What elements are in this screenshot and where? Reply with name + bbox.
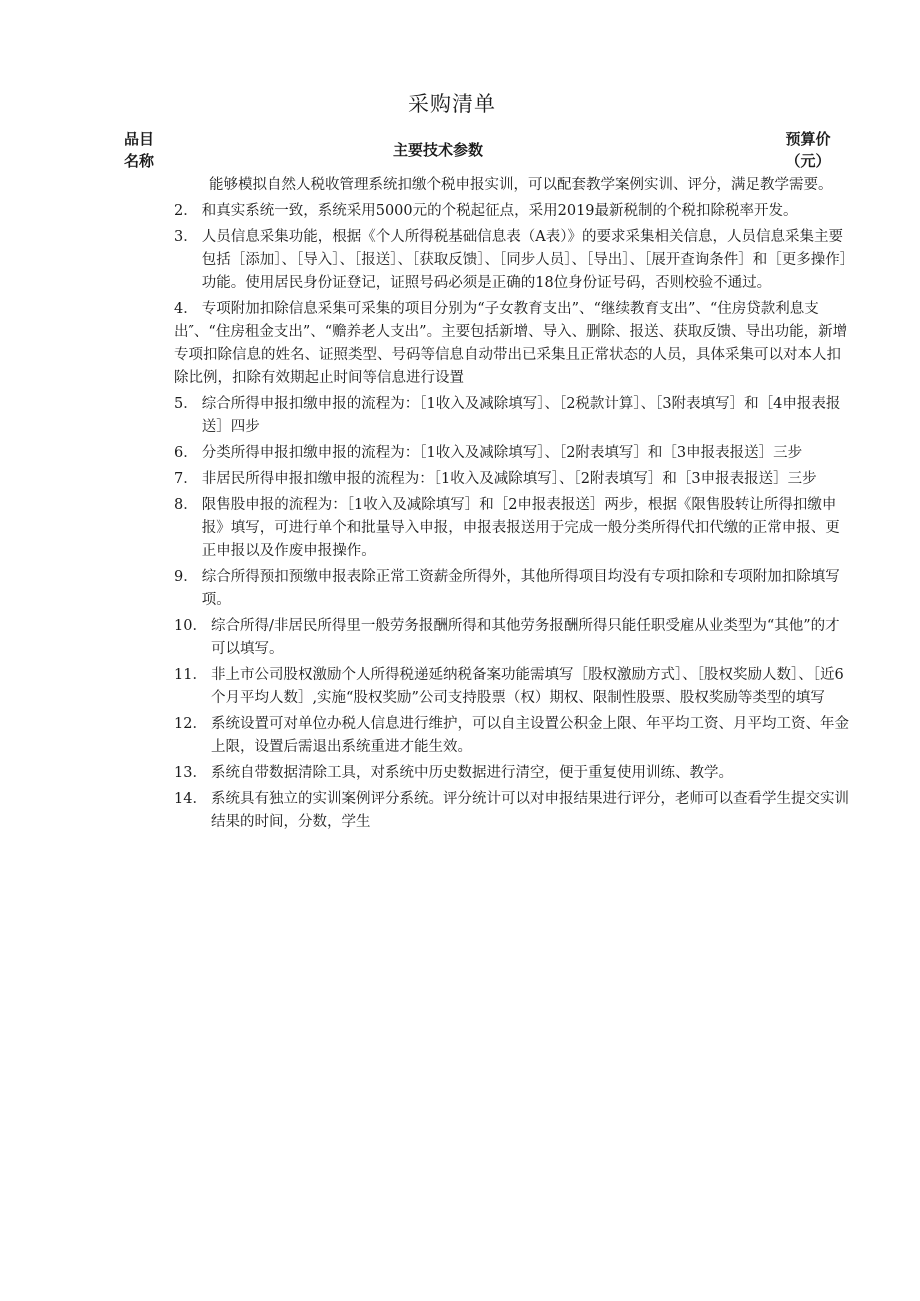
list-item-text: 系统自带数据清除工具，对系统中历史数据进行清空，便于重复使用训练、教学。 [210,765,733,781]
list-item [174,664,850,710]
list-item-text: 系统设置可对单位办税人信息进行维护，可以自主设置公积金上限、年平均工资、月平均工资、年金上限，设置后需退出系统重进才能生效。 [210,716,849,755]
header-budget-line1: 预算价 [785,130,831,148]
list-item-text: 非上市公司股权激励个人所得税递延纳税备案功能需填写［股权激励方式］、［股权奖励人数］、［近6个月平均人数］,实施“股权奖励”公司支持股票（权）期权、限制性股票、股权奖励等类型的填写 [210,667,844,706]
list-item [174,615,850,661]
list-item-number: 11． [174,667,207,683]
list-item [174,494,850,563]
list-item-number: 14． [174,791,207,807]
list-item-number: 4． [174,301,198,317]
header-budget-line2: （元） [785,152,831,170]
list-item [174,566,850,612]
header-item-name-line1: 品目 [124,130,155,148]
header-item-name-line2: 名称 [124,152,155,170]
list-item [174,468,850,491]
list-item-number: 9． [174,569,198,585]
list-item [174,762,850,785]
header-item-name [124,128,164,172]
list-item-number: 10． [174,618,207,634]
list-item [174,226,850,295]
list-item-text: 人员信息采集功能，根据《个人所得税基础信息表（A表）》的要求采集相关信息，人员信息采集主要包括［添加］、［导入］、［报送］、［获取反馈］、［同步人员］、［导出］、［展开查询条件］和［更多操作］功能。使用居民身份证登记，证照号码必须是正确的18位身份证号码，否则校验不通过。 [201,229,847,291]
header-budget-price [778,128,838,172]
params-list [174,200,850,834]
list-item-number: 8． [174,497,198,513]
list-item [174,298,850,390]
list-item-number: 12． [174,716,207,732]
list-item-text: 专项附加扣除信息采集可采集的项目分别为“子女教育支出”、“继续教育支出”、“住房贷款利息支出″、“住房租金支出”、“赡养老人支出”。主要包括新增、导入、删除、报送、获取反馈、导出功能，新增专项扣除信息的姓名、证照类型、号码等信息自动带出已采集且正常状态的人员，具体采集可以对本人扣除比例，扣除有效期起止时间等信息进行设置 [174,301,848,386]
list-item-text: 限售股申报的流程为：［1收入及减除填写］和［2申报表报送］两步，根据《限售股转让所得扣缴申报》填写，可进行单个和批量导入申报，申报表报送用于完成一般分类所得代扣代缴的正常申报、更正申报以及作废申报操作。 [201,497,840,559]
list-item-text: 非居民所得申报扣缴申报的流程为：［1收入及减除填写］、［2附表填写］和［3申报表报送］三步 [201,471,817,487]
list-item-text: 系统具有独立的实训案例评分系统。评分统计可以对申报结果进行评分，老师可以查看学生提交实训结果的时间，分数，学生 [210,791,849,830]
list-item [174,393,850,439]
list-item-number: 6． [174,445,198,461]
list-item [174,200,850,223]
list-item-text: 综合所得申报扣缴申报的流程为：［1收入及减除填写］、［2税款计算］、［3附表填写］和［4申报表报送］四步 [201,396,841,435]
header-technical-params: 主要技术参数 [393,141,484,159]
list-item-text: 综合所得/非居民所得里一般劳务报酬所得和其他劳务报酬所得只能任职受雇从业类型为“其他”的才可以填写。 [210,618,840,657]
intro-paragraph: 能够模拟自然人税收管理系统扣缴个税申报实训，可以配套教学案例实训、评分，满足教学需要。 [209,177,833,193]
page-title: 采购清单 [408,92,496,116]
list-item-text: 综合所得预扣预缴申报表除正常工资薪金所得外，其他所得项目均没有专项扣除和专项附加扣除填写项。 [201,569,840,608]
list-item-number: 7． [174,471,198,487]
list-item [174,442,850,465]
list-item-number: 3． [174,229,198,245]
list-item [174,713,850,759]
list-item-text: 和真实系统一致，系统采用5000元的个税起征点，采用2019最新税制的个税扣除税率开发。 [201,203,798,219]
technical-params-content [174,174,850,834]
list-item-number: 5． [174,396,198,412]
list-item-text: 分类所得申报扣缴申报的流程为：［1收入及减除填写］、［2附表填写］和［3申报表报送］三步 [201,445,803,461]
list-item-number: 13． [174,765,207,781]
list-item-number: 2． [174,203,198,219]
list-item [174,788,850,834]
